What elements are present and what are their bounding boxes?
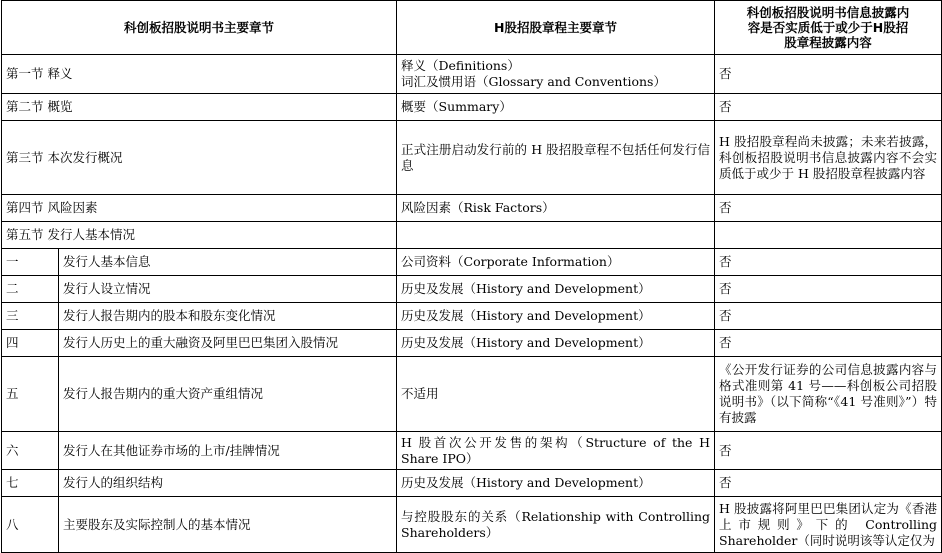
table-row — [2, 249, 942, 276]
comparison-cell: 否 — [715, 249, 942, 276]
header-h-share-chapters: H股招股章程主要章节 — [397, 1, 715, 55]
table-row — [2, 330, 942, 357]
header-star-market-chapters: 科创板招股说明书主要章节 — [2, 1, 397, 55]
h-share-chapter-cell: 不适用 — [397, 357, 715, 432]
h-share-chapter-cell: 正式注册启动发行前的 H 股招股章程不包括任何发行信息 — [397, 121, 715, 195]
table-row — [2, 55, 942, 94]
h-share-chapter-cell: 概要（Summary） — [397, 94, 715, 121]
table-row — [2, 357, 942, 432]
header-disclosure-comparison: 科创板招股说明书信息披露内 容是否实质低于或少于H股招 股章程披露内容 — [715, 1, 942, 55]
comparison-cell: 否 — [715, 276, 942, 303]
comparison-cell: 否 — [715, 470, 942, 497]
item-number-cell: 一 — [2, 249, 59, 276]
h-share-chapter-cell: 风险因素（Risk Factors） — [397, 195, 715, 222]
comparison-cell: 否 — [715, 330, 942, 357]
h-share-chapter-cell: 公司资料（Corporate Information） — [397, 249, 715, 276]
comparison-cell: 《公开发行证券的公司信息披露内容与格式准则第 41 号——科创板公司招股说明书》（以下简称“《41 号准则》”）特有披露 — [715, 357, 942, 432]
subsection-cell: 发行人历史上的重大融资及阿里巴巴集团入股情况 — [59, 330, 397, 357]
table-row — [2, 121, 942, 195]
subsection-cell: 发行人报告期内的股本和股东变化情况 — [59, 303, 397, 330]
table-row — [2, 276, 942, 303]
header-row — [2, 1, 942, 55]
table-row — [2, 432, 942, 470]
table-row — [2, 497, 942, 553]
table-row — [2, 222, 942, 249]
h-share-chapter-cell: 与控股股东的关系（Relationship with Controlling Shareholders） — [397, 497, 715, 553]
comparison-cell: 否 — [715, 303, 942, 330]
comparison-cell — [715, 222, 942, 249]
section-cell: 第二节 概览 — [2, 94, 397, 121]
subsection-cell: 发行人在其他证券市场的上市/挂牌情况 — [59, 432, 397, 470]
table-row — [2, 94, 942, 121]
chapter-comparison-table — [1, 0, 942, 553]
item-number-cell: 三 — [2, 303, 59, 330]
subsection-cell: 发行人报告期内的重大资产重组情况 — [59, 357, 397, 432]
comparison-cell: 否 — [715, 432, 942, 470]
table-row — [2, 470, 942, 497]
h-share-chapter-cell: 历史及发展（History and Development） — [397, 276, 715, 303]
section-cell: 第三节 本次发行概况 — [2, 121, 397, 195]
table-row — [2, 303, 942, 330]
subsection-cell: 发行人基本信息 — [59, 249, 397, 276]
h-share-chapter-cell: H 股首次公开发售的架构（Structure of the H Share IPO） — [397, 432, 715, 470]
h-share-chapter-cell: 历史及发展（History and Development） — [397, 330, 715, 357]
h-share-chapter-cell: 释义（Definitions） 词汇及惯用语（Glossary and Conventions） — [397, 55, 715, 94]
h-share-chapter-cell: 历史及发展（History and Development） — [397, 303, 715, 330]
table-row — [2, 195, 942, 222]
item-number-cell: 四 — [2, 330, 59, 357]
item-number-cell: 八 — [2, 497, 59, 553]
subsection-cell: 发行人设立情况 — [59, 276, 397, 303]
h-share-chapter-cell: 历史及发展（History and Development） — [397, 470, 715, 497]
item-number-cell: 七 — [2, 470, 59, 497]
subsection-cell: 发行人的组织结构 — [59, 470, 397, 497]
comparison-cell: 否 — [715, 195, 942, 222]
item-number-cell: 二 — [2, 276, 59, 303]
section-cell: 第四节 风险因素 — [2, 195, 397, 222]
item-number-cell: 五 — [2, 357, 59, 432]
item-number-cell: 六 — [2, 432, 59, 470]
h-share-chapter-cell — [397, 222, 715, 249]
comparison-cell: 否 — [715, 94, 942, 121]
section-cell: 第一节 释义 — [2, 55, 397, 94]
section-cell: 第五节 发行人基本情况 — [2, 222, 397, 249]
comparison-cell: H 股披露将阿里巴巴集团认定为《香港上市规则》下的 Controlling Shareholder（同时说明该等认定仅为 — [715, 497, 942, 553]
comparison-cell: H 股招股章程尚未披露；未来若披露，科创板招股说明书信息披露内容不会实质低于或少于 H 股招股章程披露内容 — [715, 121, 942, 195]
subsection-cell: 主要股东及实际控制人的基本情况 — [59, 497, 397, 553]
comparison-cell: 否 — [715, 55, 942, 94]
